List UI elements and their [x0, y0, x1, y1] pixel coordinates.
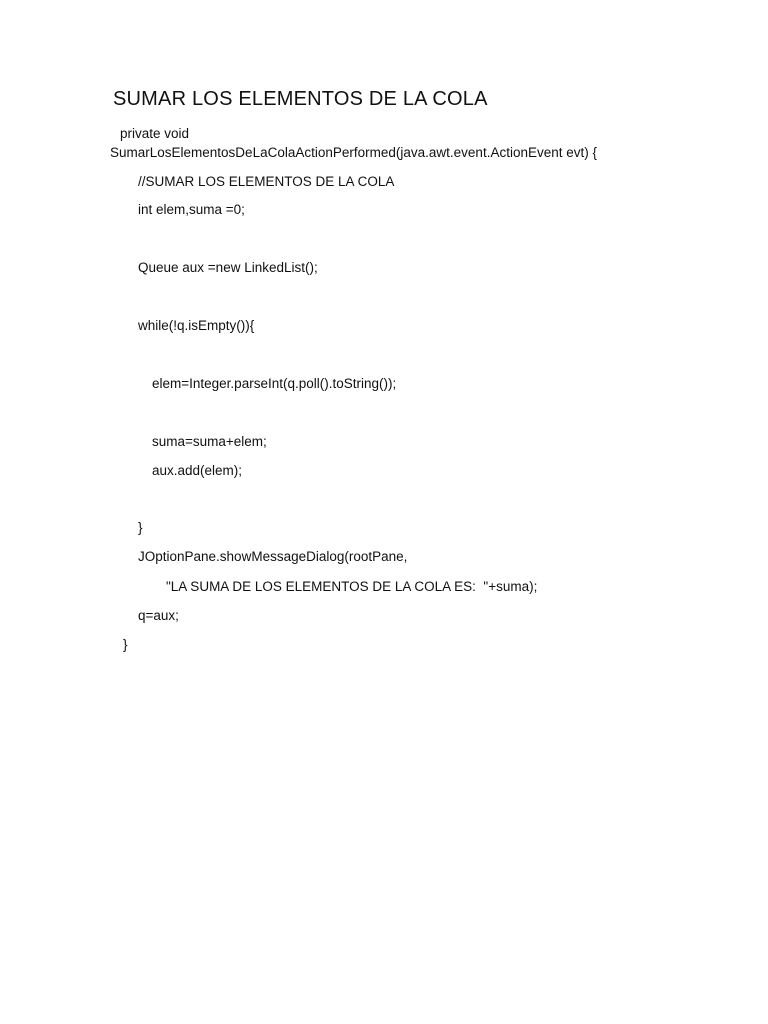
code-line-aux-add: aux.add(elem);	[152, 463, 243, 478]
code-line-method-close: }	[123, 637, 128, 652]
code-line-declare-vars: int elem,suma =0;	[138, 202, 245, 217]
code-line-comment: //SUMAR LOS ELEMENTOS DE LA COLA	[138, 174, 395, 189]
code-line-method-signature-2: SumarLosElementosDeLaColaActionPerformed(java.awt.event.ActionEvent evt) {	[110, 145, 597, 160]
code-line-dialog-message: "LA SUMA DE LOS ELEMENTOS DE LA COLA ES: "+suma);	[166, 579, 538, 594]
code-line-queue-aux: Queue aux =new LinkedList();	[138, 260, 318, 275]
code-line-suma: suma=suma+elem;	[152, 434, 267, 449]
code-line-assign-q: q=aux;	[138, 608, 179, 623]
code-line-show-dialog: JOptionPane.showMessageDialog(rootPane,	[138, 549, 408, 564]
code-line-parse-elem: elem=Integer.parseInt(q.poll().toString());	[152, 376, 397, 391]
document-title: SUMAR LOS ELEMENTOS DE LA COLA	[113, 88, 488, 110]
code-line-while-close: }	[138, 520, 143, 535]
code-line-while: while(!q.isEmpty()){	[138, 318, 255, 333]
code-line-method-signature-1: private void	[120, 126, 190, 141]
